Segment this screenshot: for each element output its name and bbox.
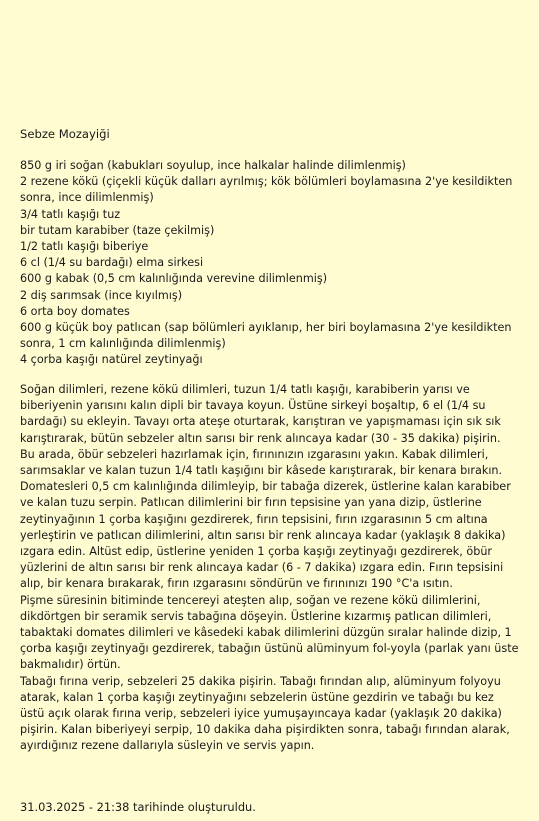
ingredient-item: 2 diş sarımsak (ince kıyılmış): [20, 288, 183, 302]
ingredient-item: 6 cl (1/4 su bardağı) elma sirkesi: [20, 256, 204, 270]
ingredient-list: [20, 158, 530, 369]
ingredient-item: bir tutam karabiber (taze çekilmiş): [20, 223, 215, 237]
instruction-step: Bu arada, öbür sebzeleri hazırlamak için, fırınınızın ızgarasını yakın. Kabak dilimleri, sarımsaklar ve kalan tuzun 1/4 tatlı kaşığını bir kâsede karıştırarak, bir kenara bırakın. Domatesleri 0,5 cm kalınlığında dilimleyip, bir tabağa dizerek, üstlerine kalan karabiber ve kalan tuzu serpin. Patlıcan dilimlerini bir fırın tepsisine yan yana dizip, üstlerine zeytinyağının 1 çorba kaşığını gezdirerek, fırın tepsisini, fırın ızgarasının 5 cm altına yerleştirin ve patlıcan dilimlerini, altın sarısı bir renk alıncaya kadar (yaklaşık 8 dakika) ızgara edin. Altüst edip, üstlerine yeniden 1 çorba kaşığı zeytinyağı gezdirerek, öbür yüzlerini de altın sarısı bir renk alıncaya kadar (6 - 7 dakika) ızgara edin. Fırın tepsisini alıp, bir kenara bırakarak, fırın ızgarasını söndürün ve fırınınızı 190 °C'a ısıtın.: [20, 447, 511, 591]
ingredient-item: 4 çorba kaşığı natürel zeytinyağı: [20, 353, 203, 367]
ingredient-item: 600 g küçük boy patlıcan (sap bölümleri ayıklanıp, her biri boylamasına 2'ye kesildikten sonra, 1 cm kalınlığında dilimlenmiş): [20, 321, 512, 351]
instruction-list: [20, 382, 520, 755]
ingredient-item: 850 g iri soğan (kabukları soyulup, ince halkalar halinde dilimlenmiş): [20, 159, 406, 172]
instruction-step: Pişme süresinin bitiminde tencereyi ateşten alıp, soğan ve rezene kökü dilimlerini, dikdörtgen bir seramik servis tabağına döşeyin. Üstlerine kızarmış patlıcan dilimleri, tabaktaki domates dilimleri ve kâsedeki kabak dilimlerini düzgün sıralar halinde dizip, 1 çorba kaşığı zeytinyağı gezdirerek, tabağın üstünü alüminyum fol-yoyla (parlak yanı üste bakmalıdır) örtün.: [20, 593, 519, 672]
ingredient-item: 3/4 tatlı kaşığı tuz: [20, 207, 121, 221]
ingredient-item: 2 rezene kökü (çiçekli küçük dalları ayrılmış; kök bölümleri boylamasına 2'ye kesildikten sonra, ince dilimlenmiş): [20, 175, 513, 205]
created-timestamp: 31.03.2025 - 21:38 tarihinde oluşturuldu.: [20, 800, 256, 814]
instruction-step: Tabağı fırına verip, sebzeleri 25 dakika pişirin. Tabağı fırından alıp, alüminyum folyoyu atarak, kalan 1 çorba kaşığı zeytinyağını sebzelerin üstüne gezdirin ve tabağı bu kez üstü açık olarak fırına verip, sebzeleri iyice yumuşayıncaya kadar (yaklaşık 20 dakika) pişirin. Kalan biberiyeyi serpip, 10 dakika daha pişirdikten sonra, tabağı fırından alarak, ayırdığınız rezene dallarıyla süsleyin ve servis yapın.: [20, 674, 510, 753]
recipe-title: Sebze Mozayiği: [20, 127, 110, 141]
ingredient-item: 6 orta boy domates: [20, 304, 130, 318]
instruction-step: Soğan dilimleri, rezene kökü dilimleri, tuzun 1/4 tatlı kaşığı, karabiberin yarısı ve biberiyenin yarısını kalın dipli bir tavaya koyun. Üstüne sirkeyi boşaltıp, 6 el (1/4 su bardağı) su ekleyin. Tavayı orta ateşe oturtarak, karıştıran ve yapışmaması için sık sık karıştırarak, bütün sebzeler altın sarısı bir renk alıncaya kadar (30 - 35 dakika) pişirin.: [20, 383, 501, 445]
ingredient-item: 600 g kabak (0,5 cm kalınlığında verevine dilimlenmiş): [20, 272, 328, 286]
ingredient-item: 1/2 tatlı kaşığı biberiye: [20, 240, 149, 254]
